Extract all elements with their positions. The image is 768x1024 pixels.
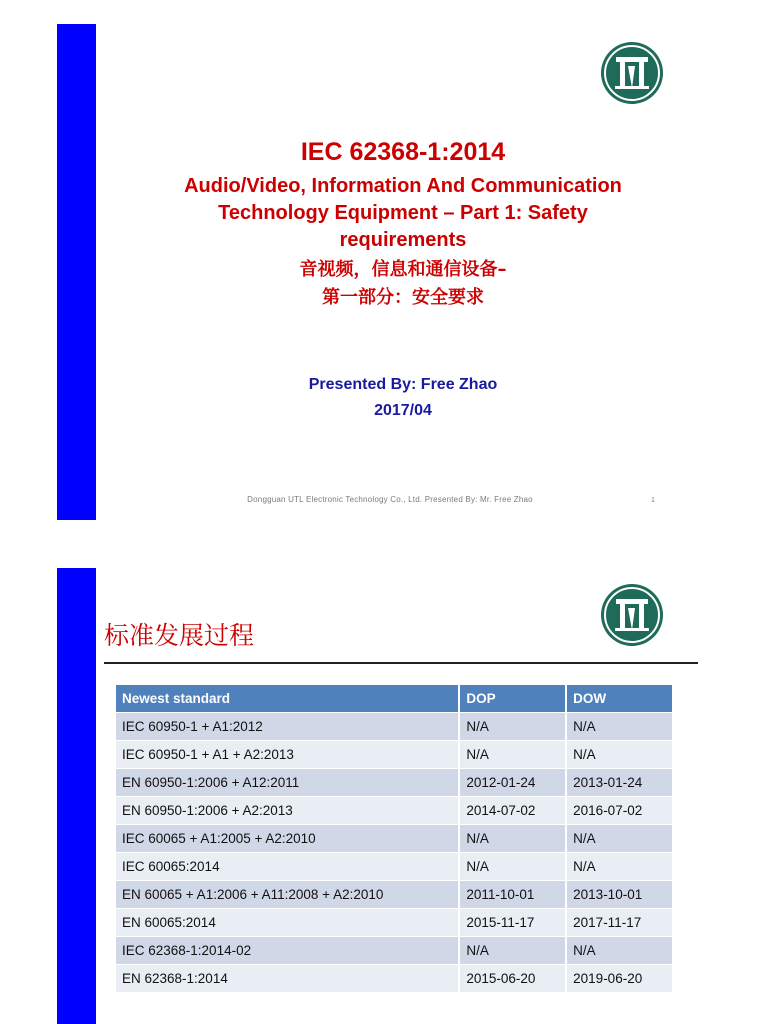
- table-row: [116, 769, 673, 797]
- table-cell: 2013-10-01: [566, 881, 673, 909]
- presenter-block: [120, 372, 686, 424]
- standards-table: [116, 685, 674, 993]
- slide-title: IEC 62368-1:2014: [300, 138, 506, 166]
- table-cell: N/A: [566, 853, 673, 881]
- table-cell: 2012-01-24: [459, 769, 566, 797]
- table-cell: N/A: [566, 713, 673, 741]
- column-header: DOP: [459, 685, 566, 713]
- subtitle-line: Audio/Video, Information And Communication: [184, 175, 622, 197]
- title-divider: [104, 662, 698, 664]
- subtitle-line: Technology Equipment – Part 1: Safety: [218, 202, 588, 224]
- table-row: [116, 797, 673, 825]
- table-cell: 2015-11-17: [459, 909, 566, 937]
- slide-subtitle: [120, 173, 686, 254]
- table-cell: 2015-06-20: [459, 965, 566, 993]
- table-cell: N/A: [459, 741, 566, 769]
- chinese-line: 第一部分：安全要求: [322, 287, 484, 308]
- table-cell: EN 60950-1:2006 + A2:2013: [116, 797, 459, 825]
- table-cell: EN 60950-1:2006 + A12:2011: [116, 769, 459, 797]
- table-cell: N/A: [566, 741, 673, 769]
- table-row: [116, 825, 673, 853]
- presentation-date: 2017/04: [374, 402, 432, 419]
- standards-slide: [0, 548, 768, 1024]
- company-seal-logo-icon: [599, 582, 665, 648]
- column-header: Newest standard: [116, 685, 459, 713]
- table-cell: 2017-11-17: [566, 909, 673, 937]
- table-row: [116, 937, 673, 965]
- chinese-line: 音视频，信息和通信设备–: [299, 259, 507, 280]
- table-cell: EN 60065:2014: [116, 909, 459, 937]
- table-row: [116, 965, 673, 993]
- table-cell: 2011-10-01: [459, 881, 566, 909]
- table-cell: EN 62368-1:2014: [116, 965, 459, 993]
- table-row: [116, 881, 673, 909]
- slide-footer: Dongguan UTL Electronic Technology Co., Ltd. Presented By: Mr. Free Zhao: [247, 495, 533, 504]
- table-cell: N/A: [459, 937, 566, 965]
- table-cell: N/A: [459, 713, 566, 741]
- table-row: [116, 741, 673, 769]
- table-cell: 2014-07-02: [459, 797, 566, 825]
- table-cell: IEC 60065:2014: [116, 853, 459, 881]
- page-number: 1: [651, 497, 655, 504]
- table-row: [116, 909, 673, 937]
- column-header: DOW: [566, 685, 673, 713]
- table-cell: IEC 60950-1 + A1 + A2:2013: [116, 741, 459, 769]
- table-cell: IEC 62368-1:2014-02: [116, 937, 459, 965]
- table-row: [116, 853, 673, 881]
- presenter-name: Presented By: Free Zhao: [308, 376, 498, 393]
- accent-bar: [57, 24, 96, 520]
- accent-bar: [57, 568, 96, 1024]
- table-cell: 2019-06-20: [566, 965, 673, 993]
- table-cell: N/A: [566, 825, 673, 853]
- table-cell: 2016-07-02: [566, 797, 673, 825]
- table-cell: N/A: [566, 937, 673, 965]
- table-cell: N/A: [459, 825, 566, 853]
- table-cell: N/A: [459, 853, 566, 881]
- table-header-row: [116, 685, 673, 713]
- table-cell: 2013-01-24: [566, 769, 673, 797]
- table-cell: IEC 60065 + A1:2005 + A2:2010: [116, 825, 459, 853]
- chinese-title: [120, 256, 686, 312]
- table-cell: EN 60065 + A1:2006 + A11:2008 + A2:2010: [116, 881, 459, 909]
- company-seal-logo-icon: [599, 40, 665, 106]
- table-row: [116, 713, 673, 741]
- subtitle-line: requirements: [339, 229, 467, 251]
- slide-title: 标准发展过程: [104, 621, 255, 650]
- table-cell: IEC 60950-1 + A1:2012: [116, 713, 459, 741]
